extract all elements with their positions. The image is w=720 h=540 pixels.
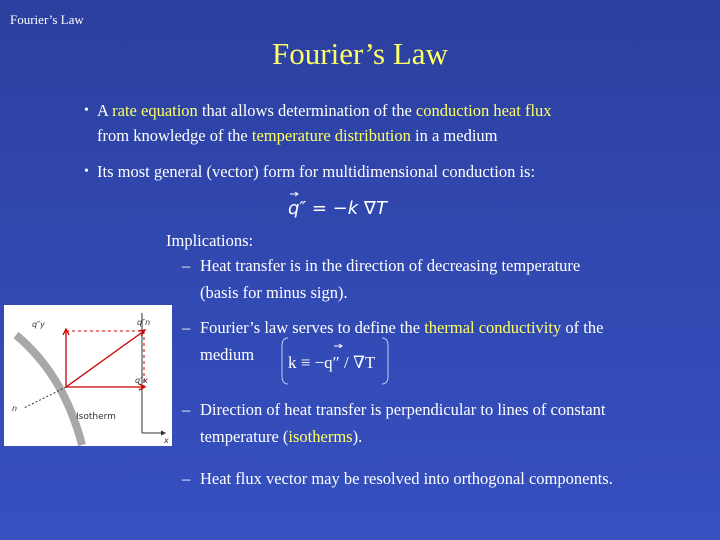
implication-4-line-1: Heat flux vector may be resolved into orthogonal components. — [200, 469, 613, 488]
bullet-general-form — [84, 159, 657, 184]
equation-conductivity-definition — [280, 336, 390, 386]
implication-1-line-2: (basis for minus sign). — [200, 283, 348, 302]
equation-1-text: q″ = −k ∇T — [288, 198, 387, 219]
text-fragment: that allows determination of the — [197, 101, 416, 120]
text-fragment: Fourier’s law serves to define the — [200, 318, 425, 337]
highlight-thermal-conductivity: thermal conductivity — [424, 318, 562, 337]
bullet-1-line-1 — [97, 98, 657, 123]
bullet-dot: • — [84, 164, 89, 179]
highlight-isotherms: isotherms — [288, 427, 353, 446]
implication-3-line-2 — [200, 423, 660, 450]
vector-qn — [66, 331, 144, 387]
label-x: x — [164, 436, 169, 445]
label-qy: q″y — [32, 320, 45, 329]
dash-marker: – — [182, 318, 191, 337]
highlight-conduction-heat-flux: conduction heat flux — [415, 101, 552, 120]
isotherm-curve — [16, 335, 82, 445]
text-fragment: A — [97, 101, 113, 120]
implication-minus-sign — [182, 252, 640, 306]
dash-marker: – — [182, 256, 191, 275]
bullet-2-text: Its most general (vector) form for multidimensional conduction is: — [97, 162, 536, 181]
equation-conductivity-svg — [280, 336, 390, 386]
highlight-rate-equation: rate equation — [112, 101, 198, 120]
highlight-temperature-distribution: temperature distribution — [251, 126, 411, 145]
bullet-rate-equation — [84, 98, 657, 148]
implication-2-line-2: medium — [200, 345, 255, 364]
implication-2-line-1 — [200, 314, 650, 341]
bullet-1-line-2 — [97, 123, 657, 148]
implication-3-line-1: Direction of heat transfer is perpendicular to lines of constant — [200, 400, 606, 419]
label-qn: q″n — [137, 318, 151, 327]
label-qx: q″x — [135, 376, 148, 385]
implication-orthogonal-components — [182, 465, 660, 492]
text-fragment: from knowledge of the — [97, 126, 252, 145]
label-isotherm: Isotherm — [76, 412, 116, 422]
text-fragment: temperature ( — [200, 427, 289, 446]
implication-isotherms — [182, 396, 660, 450]
slide-title: Fourier’s Law — [272, 36, 448, 71]
dash-marker: – — [182, 400, 191, 419]
text-fragment: in a medium — [410, 126, 498, 145]
text-fragment: ). — [352, 427, 363, 446]
implication-1-line-1: Heat transfer is in the direction of decreasing temperature — [200, 256, 581, 275]
implication-thermal-conductivity — [182, 314, 650, 368]
slide-header: Fourier’s Law — [10, 12, 84, 27]
implications-label: Implications: — [166, 231, 254, 250]
equation-fourier-law — [284, 190, 394, 222]
heat-flux-diagram-svg — [4, 305, 172, 446]
x-axis-arrow-icon — [161, 431, 165, 435]
label-n: n — [12, 404, 18, 413]
heat-flux-diagram — [4, 305, 172, 446]
bullet-dot: • — [84, 103, 89, 118]
equation-2-text: k ≡ −q″ / ∇T — [288, 353, 376, 372]
dash-marker: – — [182, 469, 191, 488]
text-fragment: of the — [561, 318, 604, 337]
equation-fourier-law-svg — [284, 190, 394, 222]
